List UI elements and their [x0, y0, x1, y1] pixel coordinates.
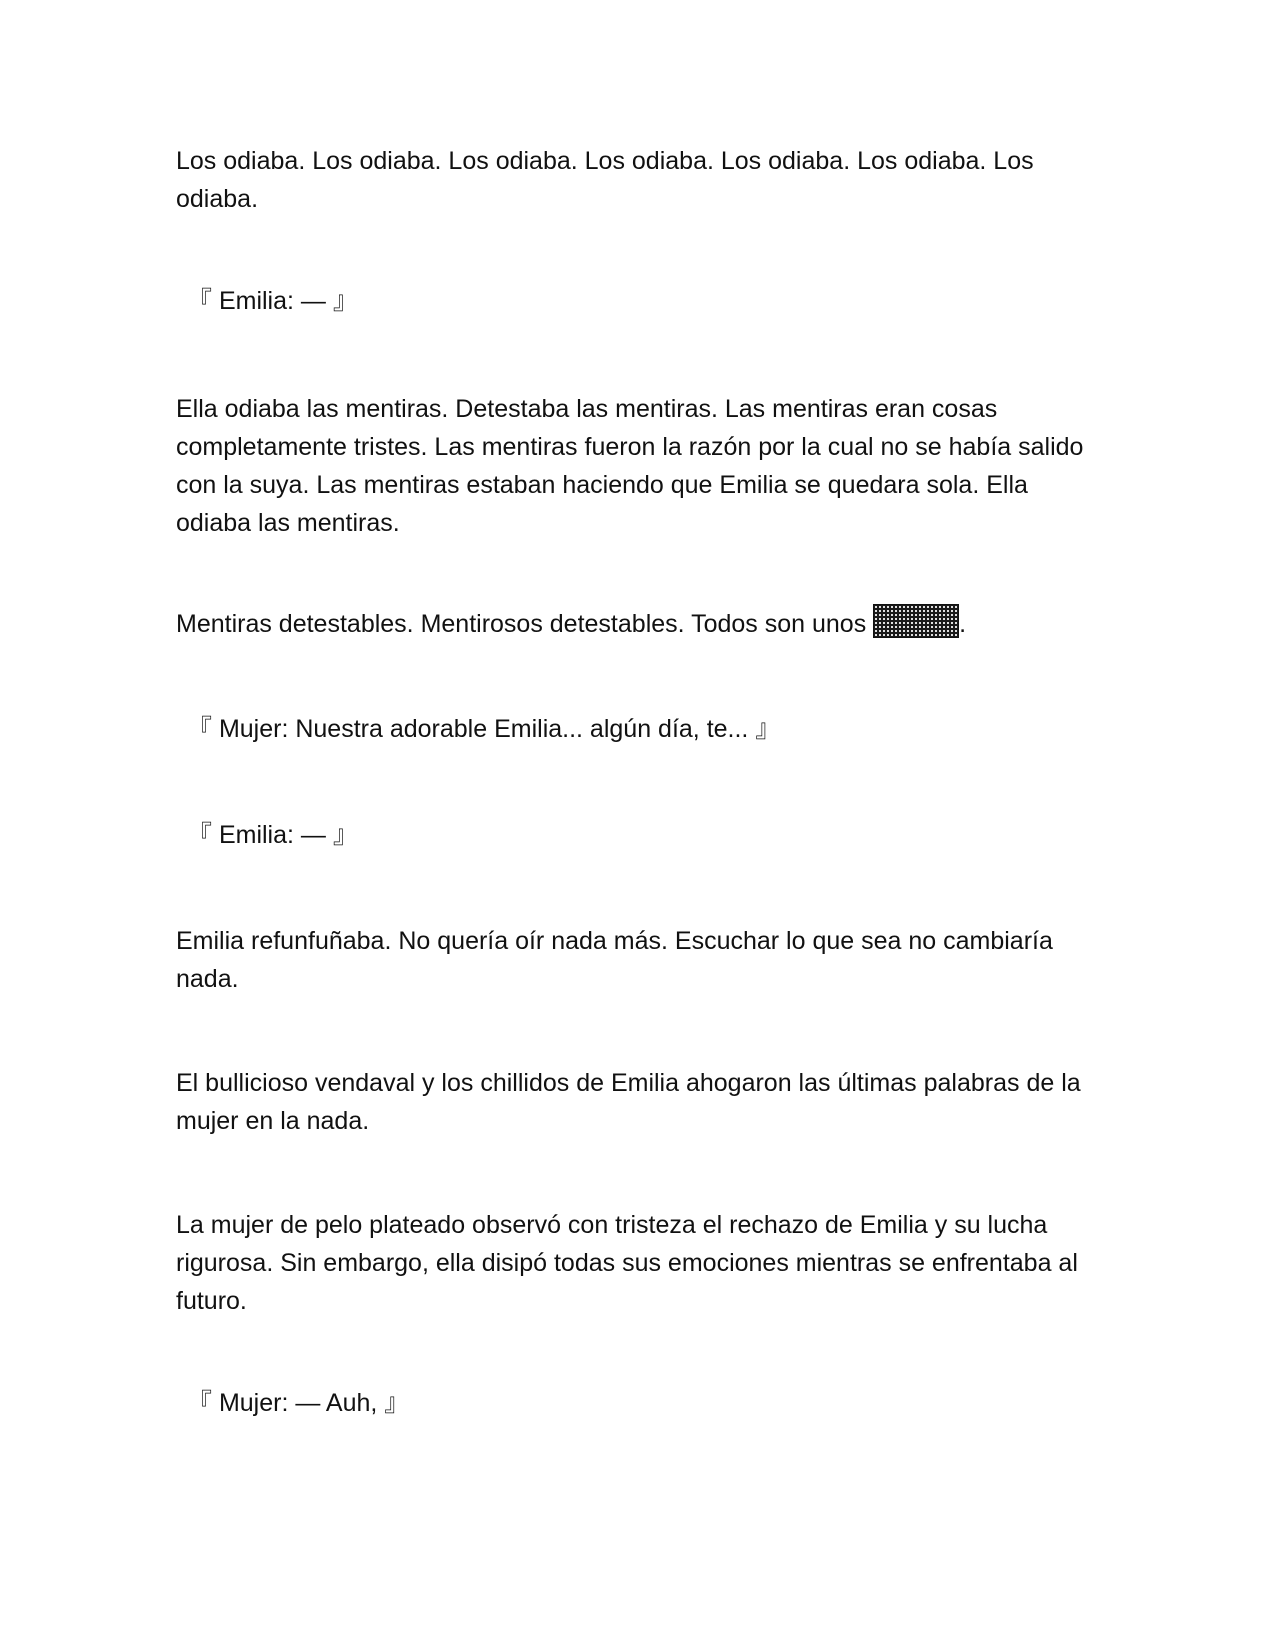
- dialogue-emilia-2: 『 Emilia: — 』: [187, 821, 358, 849]
- paragraph-3-period: .: [959, 610, 967, 638]
- dialogue-emilia-1: 『 Emilia: — 』: [187, 287, 358, 315]
- censored-word-block: [873, 604, 959, 638]
- dialogue-mujer-2: 『 Mujer: — Auh, 』: [187, 1389, 410, 1417]
- paragraph-3-text: Mentiras detestables. Mentirosos detestables. Todos son unos: [176, 610, 874, 638]
- paragraph-4: Emilia refunfuñaba. No quería oír nada más. Escuchar lo que sea no cambiaría nada.: [176, 927, 1053, 993]
- paragraph-3: [176, 604, 1096, 643]
- paragraph-6: La mujer de pelo plateado observó con tristeza el rechazo de Emilia y su lucha rigurosa. Sin embargo, ella disipó todas sus emociones mientras se enfrentaba al futuro.: [176, 1211, 1078, 1315]
- dialogue-mujer-1: 『 Mujer: Nuestra adorable Emilia... algún día, te... 』: [187, 715, 781, 743]
- paragraph-2: Ella odiaba las mentiras. Detestaba las mentiras. Las mentiras eran cosas completamente tristes. Las mentiras fueron la razón por la cual no se había salido con la suya. Las mentiras estaban haciendo que Emilia se quedara sola. Ella odiaba las mentiras.: [176, 395, 1084, 537]
- paragraph-1: Los odiaba. Los odiaba. Los odiaba. Los odiaba. Los odiaba. Los odiaba. Los odiaba.: [176, 147, 1034, 213]
- paragraph-5: El bullicioso vendaval y los chillidos de Emilia ahogaron las últimas palabras de la mujer en la nada.: [176, 1069, 1081, 1135]
